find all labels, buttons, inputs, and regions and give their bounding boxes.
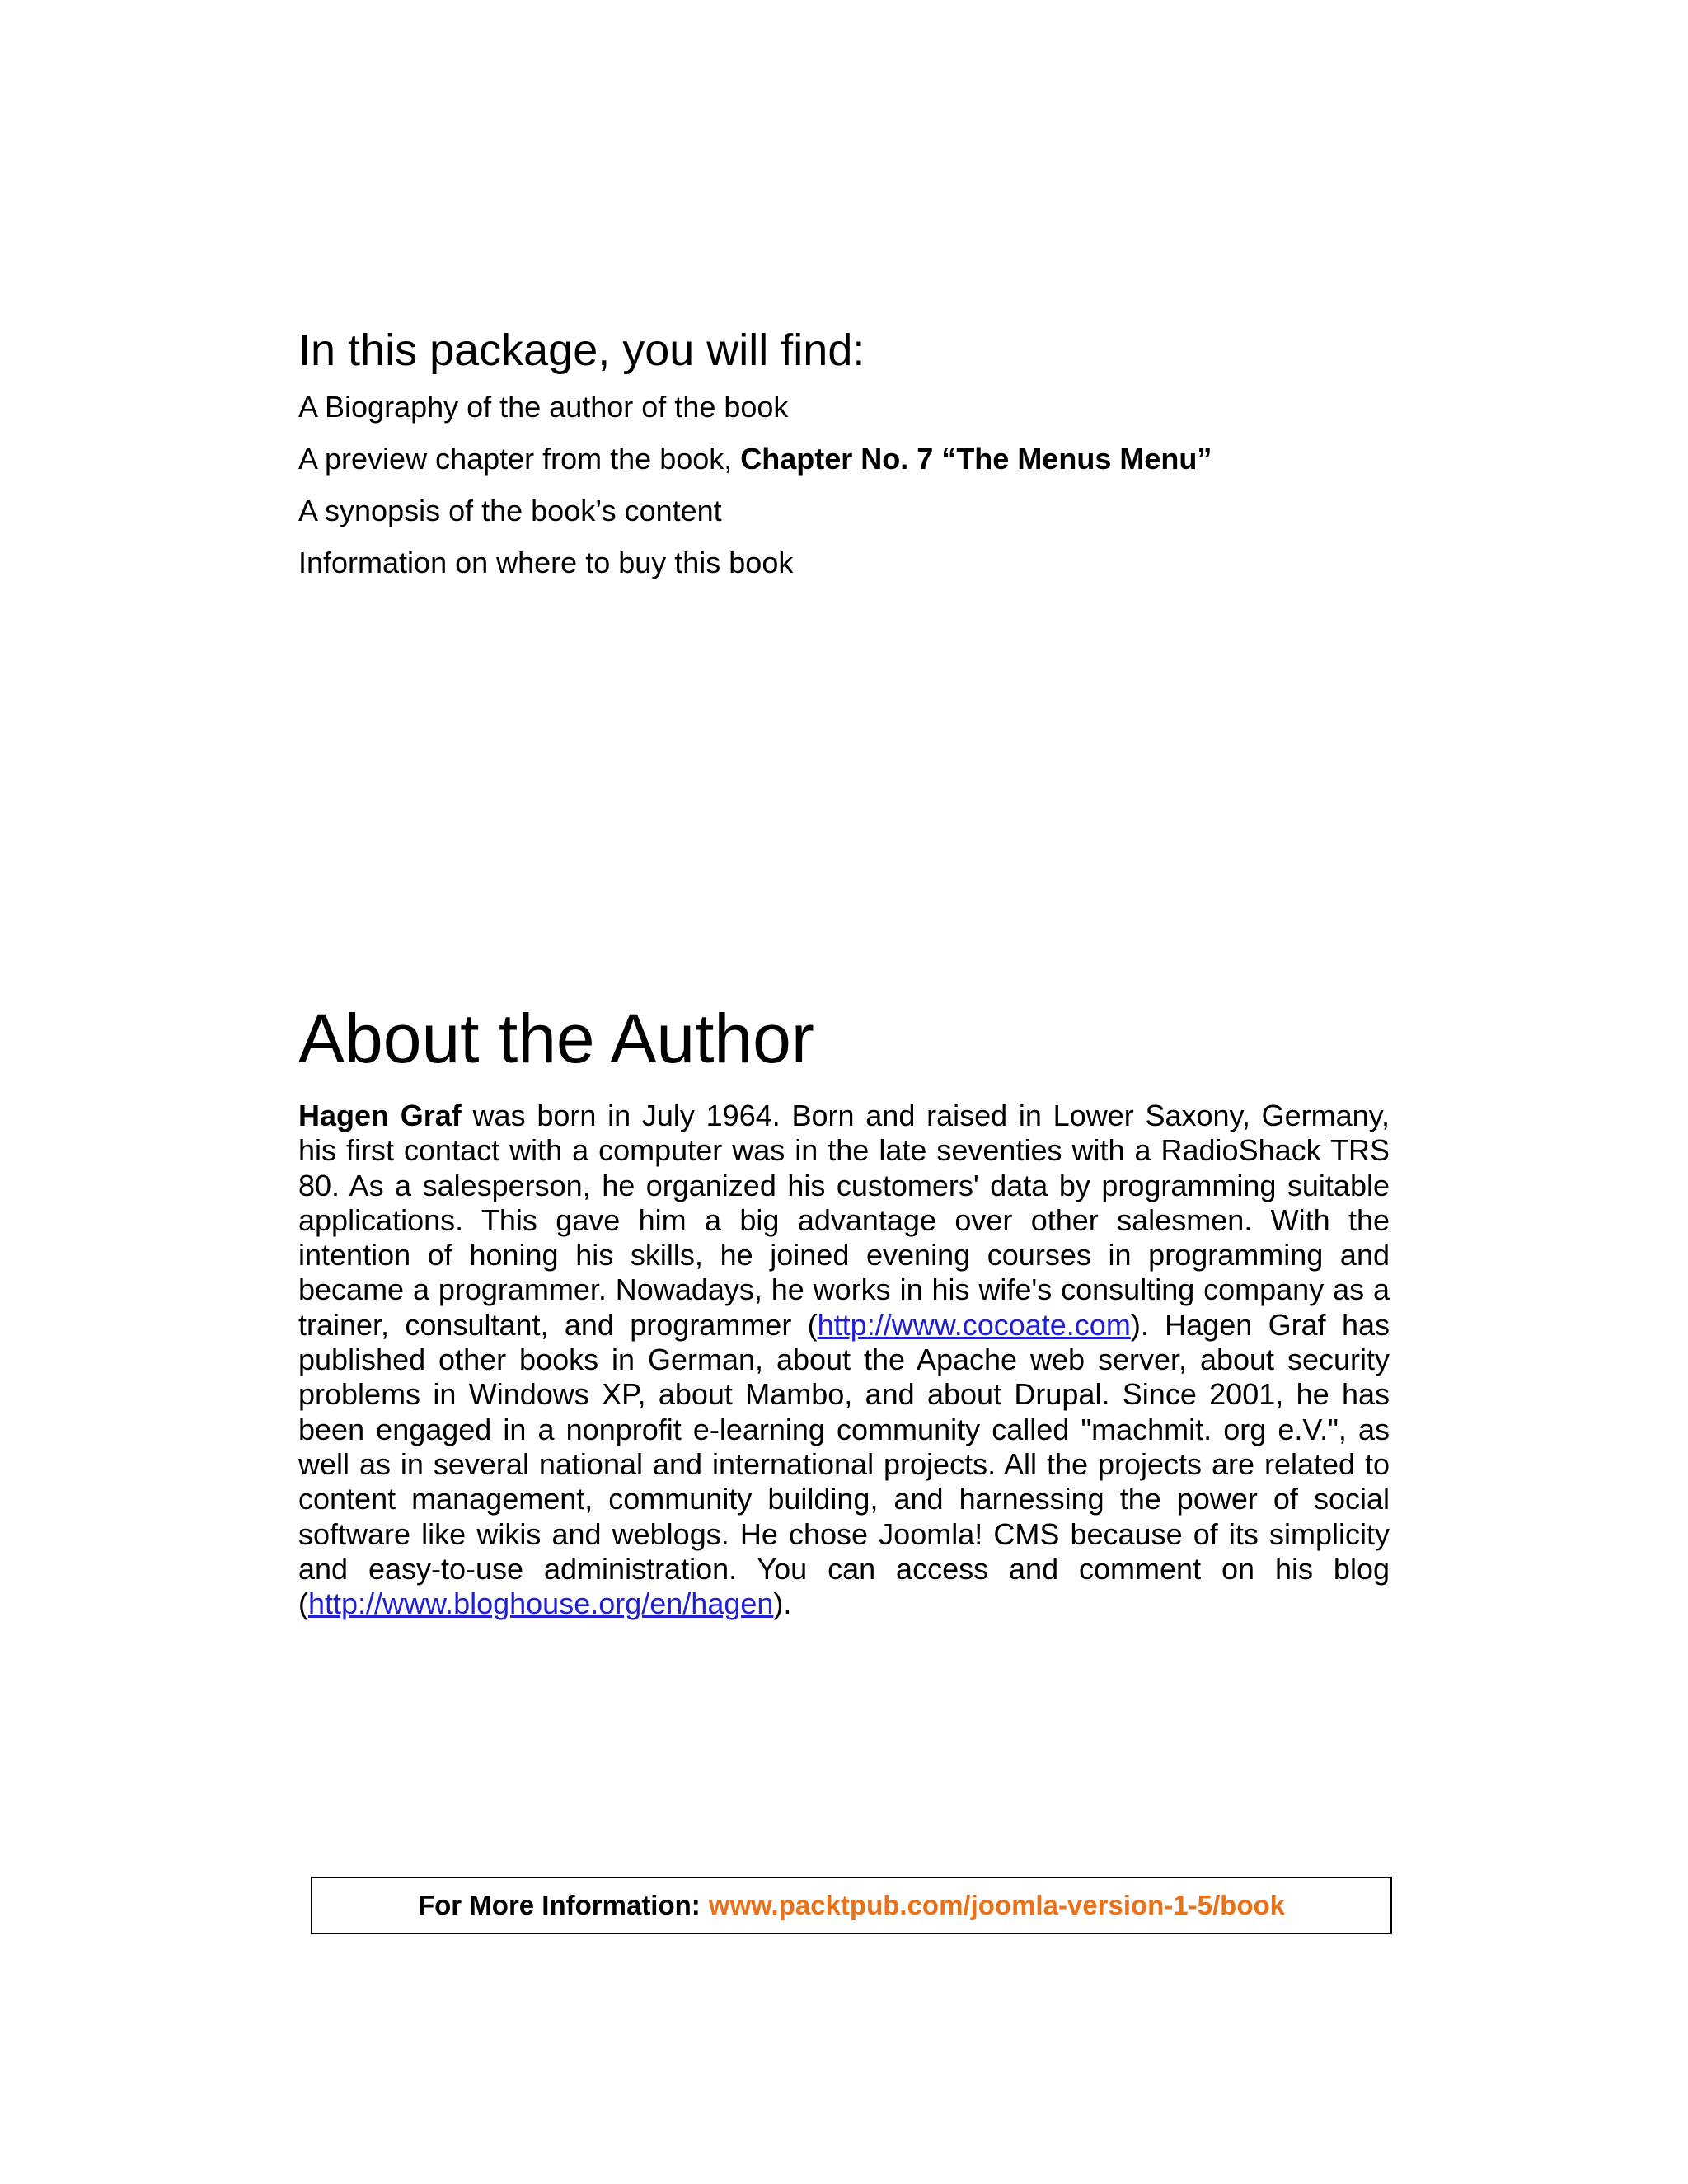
author-biography <box>298 1099 1390 1621</box>
bio-text-1: was born in July 1964. Born and raised in Lower Saxony, Germany, his first contact with a computer was in the late seventies with a RadioShack TRS 80. As a salesperson, he organized his customers' data by programming suitable applications. This gave him a big advantage over other salesmen. With the intention of honing his skills, he joined evening courses in programming and became a programmer. Nowadays, he works in his wife's consulting company as a trainer, consultant, and programmer ( <box>298 1099 1390 1342</box>
package-item-where-to-buy: Information on where to buy this book <box>298 546 794 579</box>
package-item-preview-chapter <box>298 433 1395 485</box>
bloghouse-link[interactable]: http://www.bloghouse.org/en/hagen <box>308 1586 774 1621</box>
preview-chapter-prefix: A preview chapter from the book, <box>298 442 741 476</box>
preview-chapter-title: Chapter No. 7 “The Menus Menu” <box>740 442 1212 476</box>
package-item-biography: A Biography of the author of the book <box>298 390 789 424</box>
more-information-box <box>311 1877 1392 1934</box>
about-author-heading: About the Author <box>298 1000 814 1077</box>
package-item-synopsis: A synopsis of the book’s content <box>298 494 722 527</box>
more-information-url[interactable]: www.packtpub.com/joomla-version-1-5/book <box>708 1890 1286 1920</box>
package-contents <box>298 320 1395 588</box>
package-title: In this package, you will find: <box>298 326 865 375</box>
more-information-label: For More Information: <box>417 1890 701 1920</box>
bio-text-2: ). Hagen Graf has published other books in German, about the Apache web server, about security problems in Windows XP, about Mambo, and about Drupal. Since 2001, he has been engaged in a nonprofit e-learning community called "machmit. org e.V.", as well as in several national and international projects. All the projects are related to content management, community building, and harnessing the power of social software like wikis and weblogs. He chose Joomla! CMS because of its simplicity and easy-to-use administration. You can access and comment on his blog ( <box>298 1307 1390 1621</box>
cocoate-link[interactable]: http://www.cocoate.com <box>817 1307 1131 1342</box>
bio-text-3: ). <box>773 1586 792 1621</box>
about-author-section <box>298 993 1390 1621</box>
author-name: Hagen Graf <box>298 1099 462 1132</box>
